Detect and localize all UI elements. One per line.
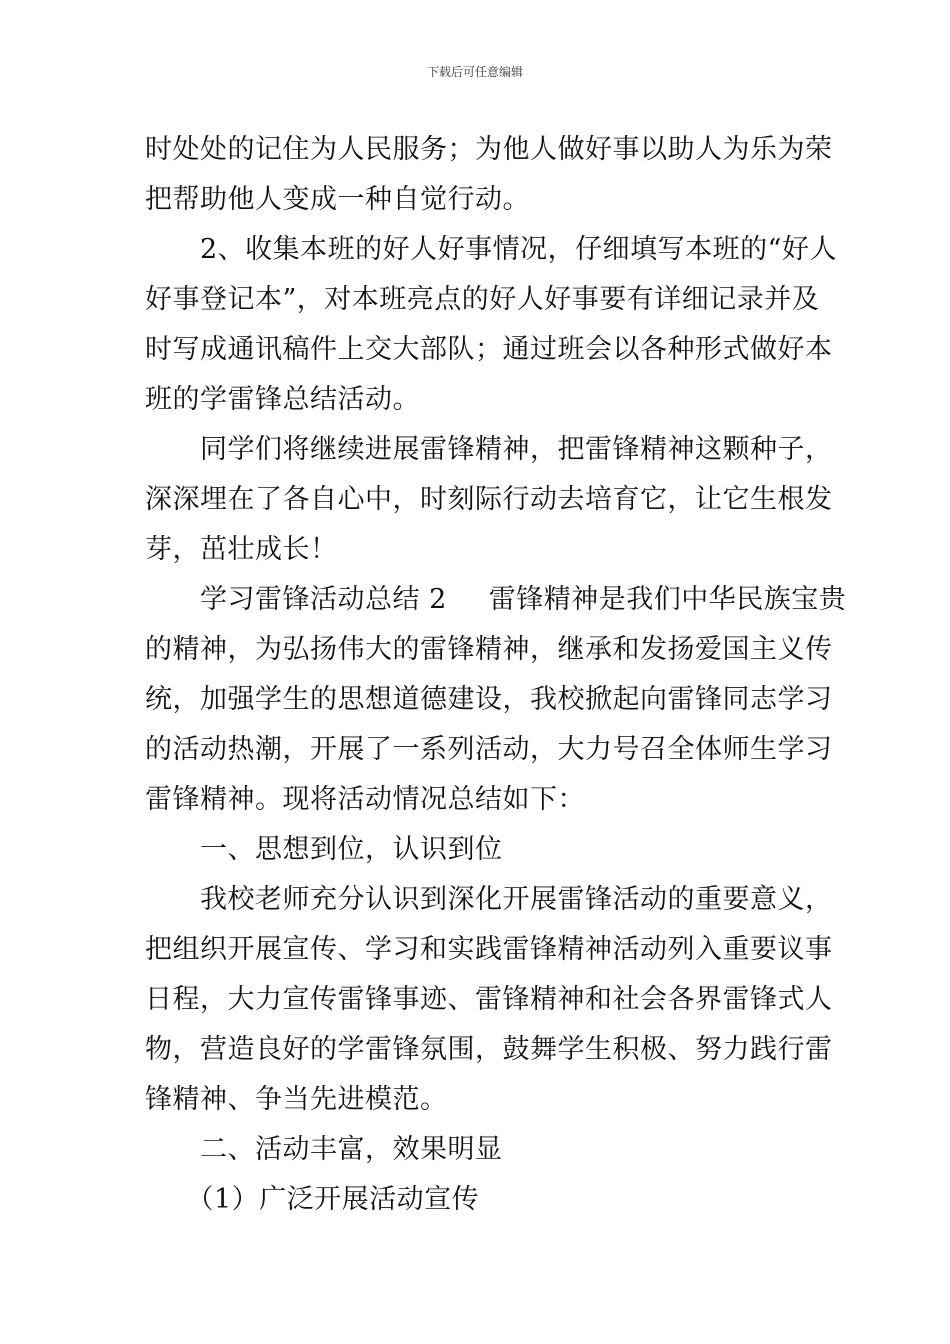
body-line-20: 锋精神、争当先进模范。 bbox=[145, 1084, 448, 1115]
body-line-6: 班的学雷锋总结活动。 bbox=[145, 384, 420, 415]
page-header: 下载后可任意编辑 bbox=[426, 65, 523, 79]
body-line-3: 2、收集本班的好人好事情况，仔细填写本班的“好人 bbox=[145, 234, 837, 265]
body-line-10 bbox=[145, 583, 846, 617]
section-heading-summary-2: 学习雷锋活动总结 2 bbox=[145, 584, 447, 615]
body-line-12: 统，加强学生的思想道德建设，我校掀起向雷锋同志学习 bbox=[145, 684, 833, 715]
body-line-13: 的活动热潮，开展了一系列活动，大力号召全体师生学习 bbox=[145, 734, 833, 765]
body-line-7: 同学们将继续进展雷锋精神，把雷锋精神这颗种子， bbox=[145, 434, 833, 465]
body-line-1: 时处处的记住为人民服务；为他人做好事以助人为乐为荣 bbox=[145, 134, 833, 165]
body-line-9: 芽，茁壮成长！ bbox=[145, 534, 338, 565]
body-line-4: 好事登记本”，对本班亮点的好人好事要有详细记录并及 bbox=[145, 284, 820, 315]
body-line-5: 时写成通讯稿件上交大部队；通过班会以各种形式做好本 bbox=[145, 334, 833, 365]
body-line-10-continuation: 雷锋精神是我们中华民族宝贵 bbox=[488, 584, 847, 615]
section-heading-1: 一、思想到位，认识到位 bbox=[145, 834, 503, 865]
body-line-14: 雷锋精神。现将活动情况总结如下： bbox=[145, 784, 585, 815]
body-line-11: 的精神，为弘扬伟大的雷锋精神，继承和发扬爱国主义传 bbox=[145, 634, 833, 665]
section-heading-2: 二、活动丰富，效果明显 bbox=[145, 1134, 503, 1165]
body-line-19: 物，营造良好的学雷锋氛围，鼓舞学生积极、努力践行雷 bbox=[145, 1034, 833, 1065]
body-line-17: 把组织开展宣传、学习和实践雷锋精神活动列入重要议事 bbox=[145, 934, 833, 965]
body-line-8: 深深埋在了各自心中，时刻际行动去培育它，让它生根发 bbox=[145, 484, 833, 515]
body-line-2: 把帮助他人变成一种自觉行动。 bbox=[145, 184, 530, 215]
body-line-16: 我校老师充分认识到深化开展雷锋活动的重要意义， bbox=[145, 884, 833, 915]
body-line-18: 日程，大力宣传雷锋事迹、雷锋精神和社会各界雷锋式人 bbox=[145, 984, 833, 1015]
subsection-heading-1: （1）广泛开展活动宣传 bbox=[145, 1184, 480, 1215]
